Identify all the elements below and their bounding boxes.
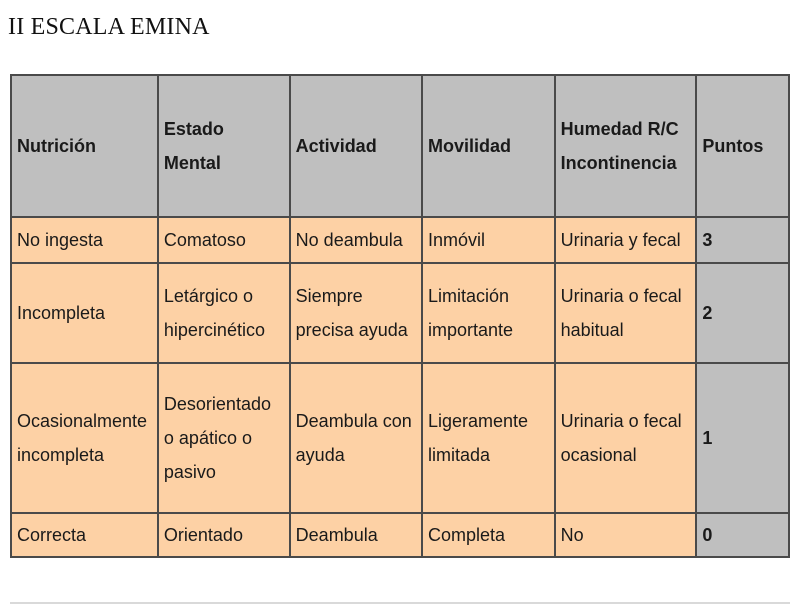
table-row bbox=[11, 513, 789, 557]
header-nutricion: Nutrición bbox=[11, 75, 158, 217]
cell-puntos: 2 bbox=[696, 263, 789, 363]
cell-actividad: Siempre precisa ayuda bbox=[290, 263, 422, 363]
cell-humedad: No bbox=[555, 513, 697, 557]
cell-humedad: Urinaria o fecal habitual bbox=[555, 263, 697, 363]
cell-nutricion: Ocasionalmente incompleta bbox=[11, 363, 158, 513]
cell-nutricion: Incompleta bbox=[11, 263, 158, 363]
cell-puntos: 0 bbox=[696, 513, 789, 557]
emina-scale-table bbox=[10, 74, 790, 558]
header-actividad: Actividad bbox=[290, 75, 422, 217]
page-title: II ESCALA EMINA bbox=[8, 14, 210, 40]
table-row bbox=[11, 263, 789, 363]
cell-actividad: Deambula bbox=[290, 513, 422, 557]
cell-actividad: No deambula bbox=[290, 217, 422, 263]
cell-estado-mental: Orientado bbox=[158, 513, 290, 557]
cell-movilidad: Limitación importante bbox=[422, 263, 555, 363]
cell-movilidad: Completa bbox=[422, 513, 555, 557]
cell-nutricion: Correcta bbox=[11, 513, 158, 557]
cell-estado-mental: Letárgico o hipercinético bbox=[158, 263, 290, 363]
cell-puntos: 3 bbox=[696, 217, 789, 263]
table-row bbox=[11, 217, 789, 263]
header-humedad: Humedad R/C Incontinencia bbox=[555, 75, 697, 217]
header-puntos: Puntos bbox=[696, 75, 789, 217]
cell-puntos: 1 bbox=[696, 363, 789, 513]
cell-nutricion: No ingesta bbox=[11, 217, 158, 263]
header-estado-mental: Estado Mental bbox=[158, 75, 290, 217]
table-row bbox=[11, 363, 789, 513]
cell-movilidad: Ligeramente limitada bbox=[422, 363, 555, 513]
cell-humedad: Urinaria o fecal ocasional bbox=[555, 363, 697, 513]
header-movilidad: Movilidad bbox=[422, 75, 555, 217]
cell-humedad: Urinaria y fecal bbox=[555, 217, 697, 263]
cell-estado-mental: Comatoso bbox=[158, 217, 290, 263]
cell-actividad: Deambula con ayuda bbox=[290, 363, 422, 513]
cell-movilidad: Inmóvil bbox=[422, 217, 555, 263]
cell-estado-mental: Desorientado o apático o pasivo bbox=[158, 363, 290, 513]
divider bbox=[10, 602, 790, 604]
table-header-row bbox=[11, 75, 789, 217]
